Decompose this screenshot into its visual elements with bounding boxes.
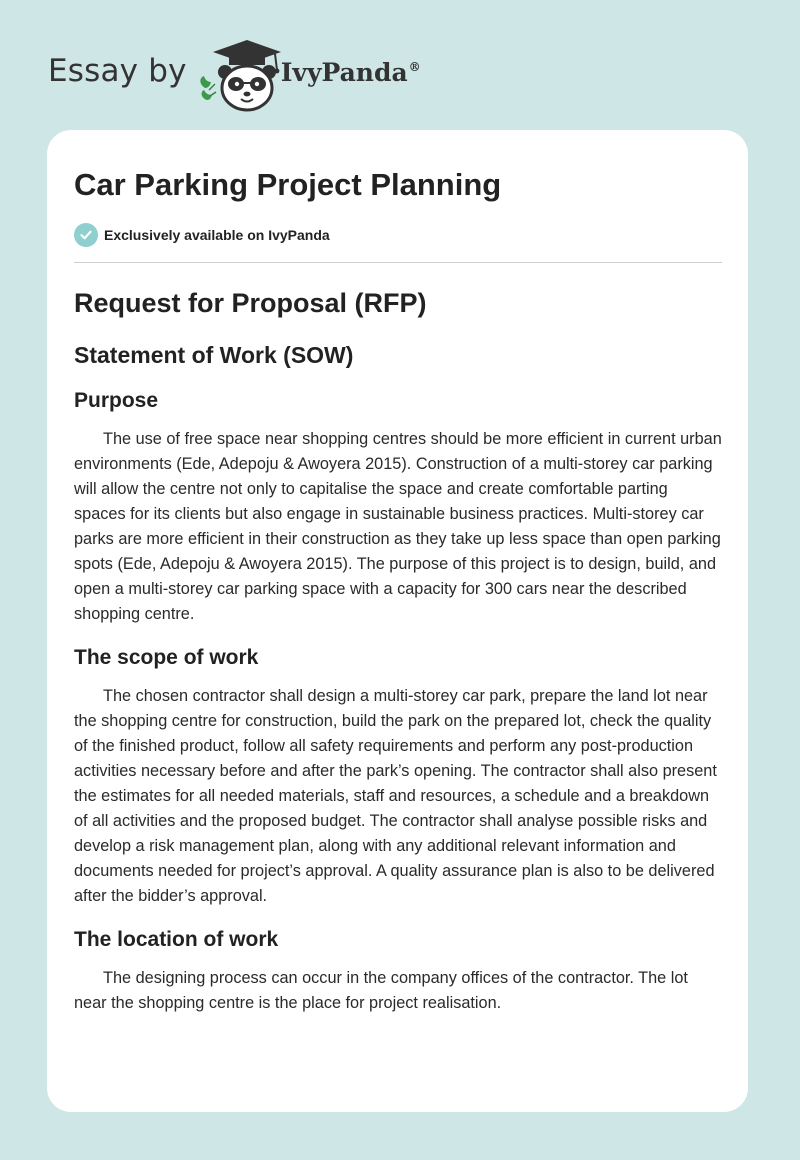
badge-text: Exclusively available on IvyPanda xyxy=(104,227,330,243)
essay-card xyxy=(47,130,748,1112)
purpose-heading: Purpose xyxy=(74,389,159,412)
exclusive-badge xyxy=(74,222,722,248)
location-paragraph: The designing process can occur in the company offices of the contractor. The lot near the shopping centre is the place for project realisation. xyxy=(74,969,688,1012)
divider xyxy=(74,262,722,263)
brand-prefix: Essay by xyxy=(48,53,187,89)
page-title: Car Parking Project Planning xyxy=(74,167,502,202)
rfp-heading: Request for Proposal (RFP) xyxy=(74,288,427,318)
purpose-paragraph: The use of free space near shopping centres should be more efficient in current urban environments (Ede, Adepoju & Awoyera 2015). Construction of a multi-storey car parking will allow the centre not only to capitalise the space and create comfortable parting spaces for its clients but also engage in sustainable business practices. Multi-storey car parks are more efficient in their construction as they take up less space than open parking spots (Ede, Adepoju & Awoyera 2015). The purpose of this project is to design, build, and open a multi-storey car parking space with a capacity for 300 cars near the described shopping centre. xyxy=(74,430,722,623)
sow-heading: Statement of Work (SOW) xyxy=(74,342,354,368)
brand-name: IvyPanda® xyxy=(280,57,421,87)
panda-graduate-icon xyxy=(195,34,287,114)
location-heading: The location of work xyxy=(74,928,279,951)
scope-heading: The scope of work xyxy=(74,646,259,669)
check-circle-icon xyxy=(74,223,98,247)
brand-header[interactable] xyxy=(48,34,421,114)
scope-paragraph: The chosen contractor shall design a multi-storey car park, prepare the land lot near the shopping centre for construction, build the park on the prepared lot, check the quality of the finished product, follow all safety requirements and perform any post-production activities necessary before and after the park’s opening. The contractor shall also present the estimates for all needed materials, staff and resources, a schedule and a breakdown of all activities and the proposed budget. The contractor shall analyse possible risks and develop a risk management plan, along with any additional relevant information and documents needed for project’s approval. A quality assurance plan is also to be delivered after the bidder’s approval. xyxy=(74,687,717,905)
